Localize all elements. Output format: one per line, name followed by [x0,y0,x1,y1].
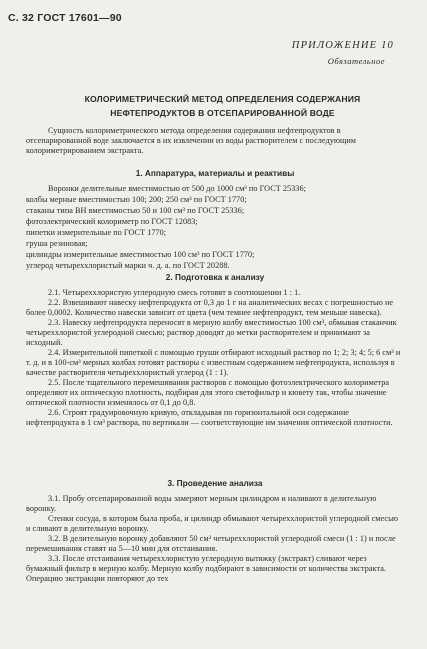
paragraph: 3.2. В делительную воронку добавляют 50 см³ четыреххлористой углеродной смеси (1 : 1) и после перемешивания ставят на 5—10 мин для отстаивания. [26,534,396,553]
list-item: Воронки делительные вместимостью от 500 до 1000 см³ по ГОСТ 25336; [48,184,306,193]
list-item: фотоэлектрический колориметр по ГОСТ 12083; [26,217,198,226]
list-item: пипетки измерительные по ГОСТ 1770; [26,228,167,237]
section-1-heading: 1. Аппаратура, материалы и реактивы [135,168,295,178]
appendix-status: Обязательное [327,56,385,66]
section-2-body [26,288,404,428]
list-item: груша резиновая; [26,239,88,248]
paragraph: 2.4. Измерительной пипеткой с помощью груши отбирают исходный раствор по 1; 2; 3; 4; 5; 6 см³ и т. д. и в 100-см³ мерных колбах готовят растворы с известным содержанием нефтепродукта, используя в качестве растворителя четыреххлористый углерод (1 : 1). [26,348,401,377]
list-item: цилиндры измерительные вместимостью 100 см³ по ГОСТ 1770; [26,250,255,259]
document-title-line-1: КОЛОРИМЕТРИЧЕСКИЙ МЕТОД ОПРЕДЕЛЕНИЯ СОДЕРЖАНИЯ [84,94,361,104]
paragraph: 3.1. Пробу отсепарированной воды замеряют мерным цилиндром и наливают в делительную воронку. [26,494,377,513]
page-header: С. 32 ГОСТ 17601—90 [8,12,122,24]
document-title-line-2: НЕФТЕПРОДУКТОВ В ОТСЕПАРИРОВАННОЙ ВОДЕ [110,108,335,118]
section-3-body [26,494,404,584]
list-item: стаканы типа ВН вместимостью 50 и 100 см³ по ГОСТ 25336; [26,206,245,215]
paragraph: Стенки сосуда, в котором была проба, и цилиндр обмывают четыреххлористой углеродной смесью и сливают в делительную воронку. [26,514,399,533]
paragraph: 2.5. После тщательного перемешивания растворов с помощью фотоэлектрического колориметра определяют их оптическую плотность, подбирая для этого светофильтр и кювету так, чтобы значение оптической плотности изменялось от 0,1 до 0,8. [26,378,390,407]
list-item: углерод четыреххлористый марки ч. д. а. по ГОСТ 20288. [26,261,230,270]
equipment-list [26,183,404,271]
intro-text: Сущность колориметрического метода определения содержания нефтепродуктов в отсепарированной воде заключается в их извлечении из воды растворителем с последующим колориметрированием экстракта. [26,126,357,155]
paragraph: 2.1. Четыреххлористую углеродную смесь готовят в соотношении 1 : 1. [48,288,301,297]
list-item: колбы мерные вместимостью 100; 200; 250 см³ по ГОСТ 1770; [26,195,247,204]
paragraph: 2.6. Строят градуировочную кривую, откладывая по горизонтальной оси содержание нефтепродукта в 1 см³ раствора, по вертикали — соответствующие им значения оптической плотности. [26,408,393,427]
section-3-heading: 3. Проведение анализа [167,478,263,488]
appendix-title: ПРИЛОЖЕНИЕ 10 [291,40,394,51]
paragraph: 3.3. После отстаивания четыреххлористую углеродную вытяжку (экстракт) сливают через бумажный фильтр в мерную колбу. Мерную колбу подбирают в зависимости от количества экстракта. Операцию экстракции повторяют до тех [26,554,386,583]
section-2-heading: 2. Подготовка к анализу [165,272,265,282]
paragraph: 2.2. Взвешивают навеску нефтепродукта от 0,3 до 1 г на аналитических весах с погрешностью не более 0,0002. Количество навески зависит от цвета (чем темнее нефтепродукт, тем меньше навеска). [26,298,394,317]
intro-paragraph [26,126,404,156]
paragraph: 2.3. Навеску нефтепродукта переносят в мерную колбу вместимостью 100 см³, обмывая стаканчик четыреххлористой углеродной смесью; раствор доводят до метки растворителем и принимают за исходный. [26,318,397,347]
document-title [40,92,405,120]
